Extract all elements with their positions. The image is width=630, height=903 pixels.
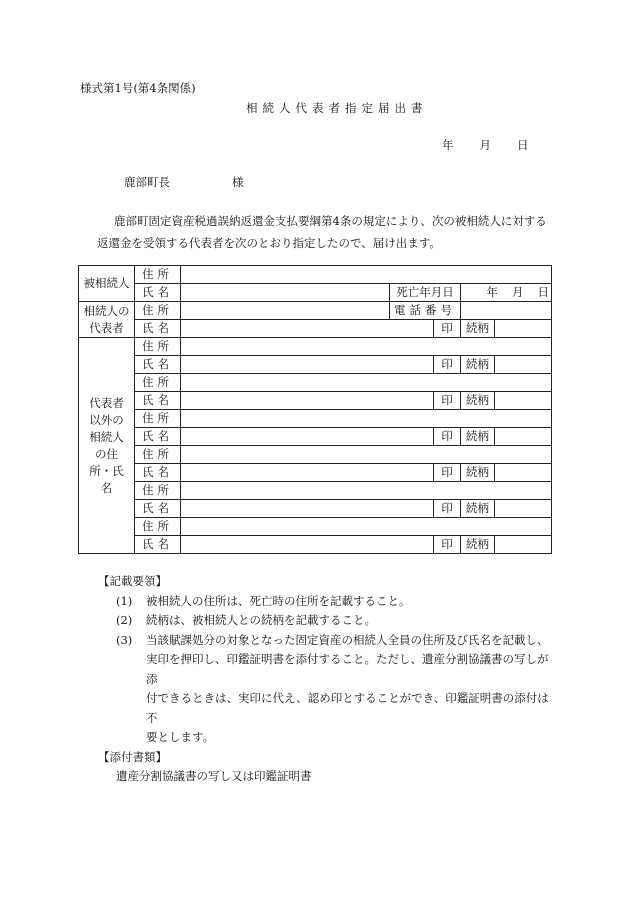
- death-day: 日: [537, 285, 549, 299]
- attachments-heading: 【添付書類】: [98, 749, 167, 764]
- relation-label: 続柄: [461, 320, 495, 338]
- heir-4-address-field[interactable]: [181, 446, 552, 464]
- heir-5-name-label: 氏名: [135, 500, 181, 518]
- instruction-line: 付できるときは、実印に代え、認め印とすることができ、印鑑証明書の添付は不: [146, 691, 549, 725]
- seal-mark: 印: [434, 464, 461, 482]
- seal-mark: 印: [434, 428, 461, 446]
- instruction-item-3: [98, 631, 558, 748]
- instruction-line: 続柄は、被相続人との続柄を記載すること。: [146, 613, 376, 627]
- heir-4-name-label: 氏名: [135, 464, 181, 482]
- instruction-line: 被相続人の住所は、死亡時の住所を記載すること。: [146, 593, 411, 608]
- heir-1-address-label: 住所: [135, 338, 181, 356]
- relation-label: 続柄: [461, 464, 495, 482]
- heir-1-name-field[interactable]: [181, 356, 434, 374]
- body-line-2: 返還金を受領する代表者を次のとおり指定したので、届け出ます。: [97, 236, 441, 250]
- heir-6-address-field[interactable]: [181, 518, 552, 536]
- addressee-honorific: 様: [232, 175, 244, 189]
- decedent-name-label: 氏名: [135, 284, 181, 302]
- relation-field[interactable]: [495, 320, 552, 338]
- designation-table: [78, 265, 552, 554]
- addressee-name: 鹿部町長: [124, 175, 170, 189]
- heir-5-address-field[interactable]: [181, 482, 552, 500]
- heir-3-address-label: 住所: [135, 410, 181, 428]
- instruction-number: (3): [116, 632, 133, 647]
- heir-2-name-field[interactable]: [181, 392, 434, 410]
- instruction-item-1: [98, 592, 558, 612]
- seal-mark: 印: [434, 536, 461, 554]
- instruction-line: 当該賦課処分の対象となった固定資産の相続人全員の住所及び氏名を記載し、: [146, 632, 549, 647]
- heir-3-relation-field[interactable]: [495, 428, 552, 446]
- relation-label: 続柄: [461, 500, 495, 518]
- representative-address-field[interactable]: [181, 302, 390, 320]
- phone-label: 電話番号: [390, 302, 461, 320]
- heir-3-name-field[interactable]: [181, 428, 434, 446]
- instruction-item-2: [98, 611, 558, 631]
- heir-2-relation-field[interactable]: [495, 392, 552, 410]
- addressee: [124, 174, 244, 190]
- relation-label: 続柄: [461, 428, 495, 446]
- instruction-number: (2): [116, 613, 133, 627]
- heir-6-name-label: 氏名: [135, 536, 181, 554]
- heir-4-name-field[interactable]: [181, 464, 434, 482]
- seal-mark: 印: [434, 356, 461, 374]
- death-year: 年: [486, 285, 498, 299]
- heir-6-relation-field[interactable]: [495, 536, 552, 554]
- heir-2-address-label: 住所: [135, 374, 181, 392]
- heir-3-address-field[interactable]: [181, 410, 552, 428]
- decedent-address-field[interactable]: [181, 266, 552, 284]
- heir-2-address-field[interactable]: [181, 374, 552, 392]
- date-year: 年: [442, 138, 454, 152]
- date-month: 月: [479, 138, 491, 152]
- phone-field[interactable]: [461, 302, 552, 320]
- seal-mark: 印: [434, 320, 461, 338]
- heir-5-address-label: 住所: [135, 482, 181, 500]
- decedent-address-label: 住所: [135, 266, 181, 284]
- heir-5-name-field[interactable]: [181, 500, 434, 518]
- heir-1-address-field[interactable]: [181, 338, 552, 356]
- heir-4-relation-field[interactable]: [495, 464, 552, 482]
- decedent-label: 被相続人: [79, 266, 135, 302]
- form-number: 様式第1号(第4条関係): [80, 81, 196, 95]
- seal-mark: 印: [434, 392, 461, 410]
- decedent-name-field[interactable]: [181, 284, 390, 302]
- relation-label: 続柄: [461, 392, 495, 410]
- heir-1-relation-field[interactable]: [495, 356, 552, 374]
- seal-mark: 印: [434, 500, 461, 518]
- death-date-label: 死亡年月日: [390, 284, 461, 302]
- representative-label: 相続人の代表者: [79, 302, 135, 338]
- relation-label: 続柄: [461, 356, 495, 374]
- attachments-text: 遺産分割協議書の写し又は印鑑証明書: [116, 769, 312, 783]
- date-day: 日: [517, 138, 529, 152]
- body-line-1: 鹿部町固定資産税過誤納返還金支払要綱第4条の規定により、次の被相続人に対する: [114, 214, 547, 228]
- heir-5-relation-field[interactable]: [495, 500, 552, 518]
- heir-6-name-field[interactable]: [181, 536, 434, 554]
- instruction-line: 要とします。: [146, 730, 215, 744]
- death-month: 月: [512, 285, 524, 299]
- death-date-field[interactable]: [461, 284, 552, 302]
- heir-2-name-label: 氏名: [135, 392, 181, 410]
- relation-label: 続柄: [461, 536, 495, 554]
- representative-name-field[interactable]: [181, 320, 434, 338]
- representative-name-label: 氏名: [135, 320, 181, 338]
- representative-address-label: 住所: [135, 302, 181, 320]
- instructions: [98, 572, 558, 787]
- instruction-number: (1): [116, 593, 133, 608]
- instructions-heading: 【記載要領】: [98, 574, 167, 588]
- heir-4-address-label: 住所: [135, 446, 181, 464]
- document-title: 相続人代表者指定届出書: [246, 101, 428, 115]
- heir-1-name-label: 氏名: [135, 356, 181, 374]
- submission-date: [442, 137, 529, 153]
- heir-6-address-label: 住所: [135, 518, 181, 536]
- heir-3-name-label: 氏名: [135, 428, 181, 446]
- body-text: [97, 210, 557, 254]
- instruction-line: 実印を押印し、印鑑証明書を添付すること。ただし、遺産分割協議書の写しが添: [146, 652, 549, 686]
- other-heirs-label: 代表者以外の相続人の住所・氏名: [79, 338, 135, 554]
